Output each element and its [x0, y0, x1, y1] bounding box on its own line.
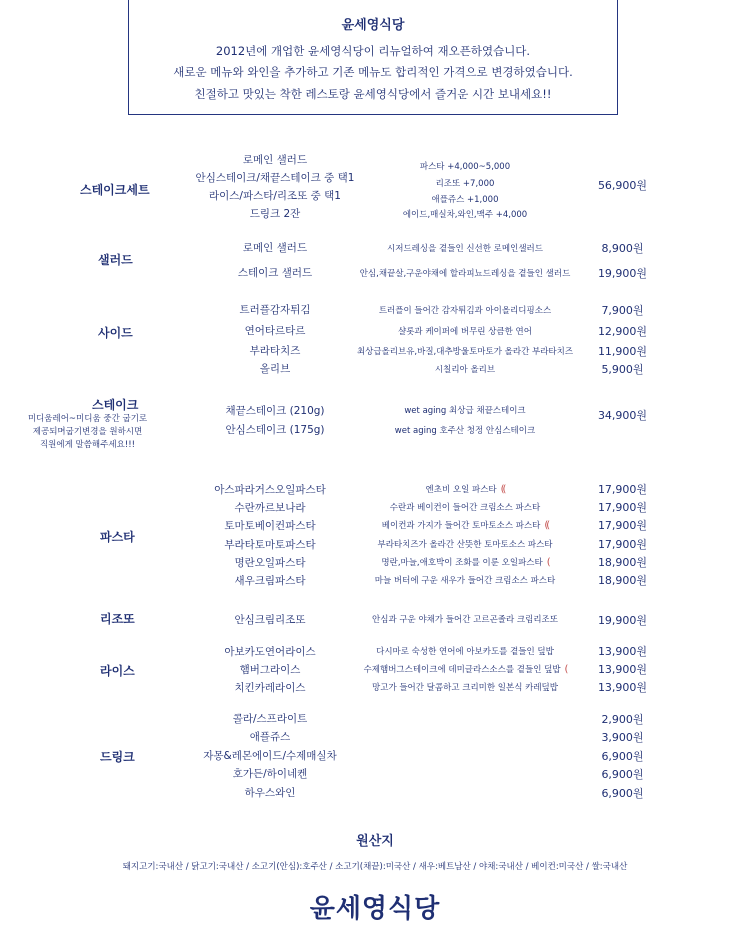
- category-side: 사이드: [98, 326, 133, 340]
- menu-item-desc: 안심과 구운 야채가 들어간 고르곤졸라 크림리조또: [372, 615, 558, 625]
- menu-item-desc: [340, 519, 590, 531]
- menu-item-price: 17,900원: [597, 501, 648, 514]
- menu-item-price: 8,900원: [601, 242, 644, 255]
- steak-note-line: 직원에게 말씀해주세요!!!: [39, 440, 136, 450]
- set-option: 에이드,매실차,와인,맥주 +4,000: [402, 210, 528, 220]
- menu-item-name: 햄버그라이스: [239, 664, 301, 676]
- category-pasta: 파스타: [100, 530, 135, 544]
- steak-note-line: 미디움레어~미디움 중간 굽기로: [27, 414, 148, 424]
- menu-item-desc: wet aging 최상급 채끝스테이크: [404, 406, 526, 416]
- set-price: 56,900원: [597, 179, 648, 192]
- menu-item-name: 새우크림파스타: [234, 575, 306, 587]
- menu-item-name: 아보카도연어라이스: [224, 646, 316, 658]
- menu-item-name: 로메인 샐러드: [242, 242, 308, 254]
- menu-item-name: 스테이크 샐러드: [237, 267, 313, 279]
- set-item: 안심스테이크/채끝스테이크 중 택1: [195, 172, 355, 184]
- menu-item-desc: 시칠리아 올리브: [434, 365, 496, 375]
- menu-item-price: 6,900원: [601, 787, 644, 800]
- menu-item-price: 7,900원: [601, 304, 644, 317]
- menu-item-price: 5,900원: [601, 363, 644, 376]
- chili-pepper-icon: (: [546, 557, 549, 568]
- menu-item-name: 안심크림리조또: [234, 614, 306, 626]
- menu-item-name: 아스파라거스오일파스타: [214, 484, 326, 496]
- menu-item-name: 토마토베이컨파스타: [224, 520, 316, 532]
- notice-line: 친절하고 맛있는 착한 레스토랑 윤세영식당에서 즐거운 시간 보내세요!!: [194, 87, 552, 101]
- set-option: 애플쥬스 +1,000: [431, 195, 499, 205]
- set-item: 로메인 샐러드: [242, 154, 308, 166]
- menu-item-name: 연어타르타르: [244, 325, 306, 337]
- desc-text: 수제햄버그스테이크에 데미글라스소스를 곁들인 덮밥: [363, 665, 561, 675]
- desc-text: 베이컨과 가지가 들어간 토마토소스 파스타: [381, 521, 541, 531]
- menu-item-price: 13,900원: [597, 681, 648, 694]
- menu-item-name: 부라타토마토파스타: [224, 539, 316, 551]
- menu-item-desc: 안심,채끝살,구운야채에 할라피뇨드레싱을 곁들인 샐러드: [359, 269, 571, 279]
- set-item: 드링크 2잔: [249, 208, 301, 220]
- menu-item-price: 6,900원: [601, 768, 644, 781]
- menu-item-price: 19,900원: [597, 267, 648, 280]
- menu-item-price: 3,900원: [601, 731, 644, 744]
- menu-item-desc: wet aging 호주산 청정 안심스테이크: [394, 426, 536, 436]
- menu-item-desc: [340, 681, 590, 693]
- menu-item-name: 콜라/스프라이트: [232, 713, 308, 725]
- category-steak: 스테이크: [92, 398, 139, 412]
- menu-item-name: 안심스테이크 (175g): [225, 424, 325, 436]
- menu-item-desc: [340, 574, 590, 586]
- set-option: 리조또 +7,000: [435, 179, 495, 189]
- menu-item-name: 하우스와인: [244, 787, 296, 799]
- desc-text: 엔초비 오일 파스타: [425, 485, 497, 495]
- menu-item-name: 자몽&레몬에이드/수제매실차: [203, 750, 337, 762]
- steak-note-line: 제공되며굽기변경을 원하시면: [32, 427, 143, 437]
- desc-text: 마늘 버터에 구운 새우가 들어간 크림소스 파스타: [374, 576, 556, 586]
- footer-logo: 윤세영식당: [309, 894, 441, 924]
- menu-item-price: 11,900원: [597, 345, 648, 358]
- steak-price: 34,900원: [597, 409, 648, 422]
- menu-item-price: 19,900원: [597, 614, 648, 627]
- menu-item-desc: 트러플이 들어간 감자튀김과 아이올리디핑소스: [378, 306, 552, 316]
- menu-item-desc: [340, 501, 590, 513]
- notice-box: [128, 0, 618, 115]
- category-drink: 드링크: [100, 750, 135, 764]
- menu-item-price: 18,900원: [597, 574, 648, 587]
- desc-text: 다시마로 숙성한 연어에 아보카도를 곁들인 덮밥: [376, 647, 554, 657]
- menu-item-desc: [340, 645, 590, 657]
- menu-item-desc: [340, 483, 590, 495]
- menu-item-desc: [340, 556, 590, 568]
- notice-title: 윤세영식당: [341, 18, 405, 33]
- menu-item-price: 13,900원: [597, 663, 648, 676]
- desc-text: 명란,마늘,애호박이 조화를 이룬 오일파스타: [381, 558, 543, 568]
- category-steak-set: 스테이크세트: [80, 183, 150, 197]
- origin-line: 돼지고기:국내산 / 닭고기:국내산 / 소고기(안심):호주산 / 소고기(채끝):미국산 / 새우:베트남산 / 야채:국내산 / 베이컨:미국산 / 쌀:국내산: [122, 862, 628, 872]
- menu-item-name: 올리브: [259, 363, 291, 375]
- menu-item-desc: 시저드레싱을 곁들인 신선한 로메인샐러드: [387, 244, 543, 254]
- menu-item-price: 6,900원: [601, 750, 644, 763]
- menu-item-price: 18,900원: [597, 556, 648, 569]
- menu-item-desc: 샬롯과 케이퍼에 버무린 상큼한 연어: [398, 327, 532, 337]
- notice-line: 2012년에 개업한 윤세영식당이 리뉴얼하여 재오픈하였습니다.: [215, 44, 531, 58]
- chili-pepper-icon: (: [564, 664, 567, 675]
- notice-line: 새로운 메뉴와 와인을 추가하고 기존 메뉴도 합리적인 가격으로 변경하였습니다.: [173, 65, 573, 79]
- menu-item-name: 치킨카레라이스: [234, 682, 306, 694]
- menu-item-desc: [340, 663, 590, 675]
- steak-note: [0, 413, 175, 452]
- category-risotto: 리조또: [100, 612, 135, 626]
- category-salad: 샐러드: [98, 253, 133, 267]
- menu-item-desc: 최상급올리브유,바질,대추방울토마토가 올라간 부라타치즈: [356, 347, 574, 357]
- menu-item-price: 13,900원: [597, 645, 648, 658]
- menu-item-name: 채끝스테이크 (210g): [225, 405, 325, 417]
- chili-pepper-icon: ((: [544, 520, 549, 531]
- menu-item-name: 트러플감자튀김: [239, 304, 311, 316]
- set-item: 라이스/파스타/리조또 중 택1: [208, 190, 341, 202]
- menu-item-name: 수란까르보나라: [234, 502, 306, 514]
- desc-text: 망고가 들어간 달콤하고 크리미한 일본식 카레덮밥: [372, 683, 558, 693]
- desc-text: 부라타치즈가 올라간 산뜻한 토마토소스 파스타: [377, 540, 553, 550]
- chili-pepper-icon: ((: [500, 484, 505, 495]
- menu-item-price: 12,900원: [597, 325, 648, 338]
- menu-item-desc: [340, 538, 590, 550]
- menu-item-price: 17,900원: [597, 483, 648, 496]
- category-rice: 라이스: [100, 664, 135, 678]
- menu-item-price: 17,900원: [597, 519, 648, 532]
- desc-text: 수란과 베이컨이 들어간 크림소스 파스타: [389, 503, 541, 513]
- menu-item-price: 2,900원: [601, 713, 644, 726]
- origin-title: 원산지: [356, 834, 394, 849]
- menu-item-name: 호가든/하이네켄: [232, 768, 308, 780]
- menu-item-name: 애플쥬스: [249, 731, 291, 743]
- menu-item-price: 17,900원: [597, 538, 648, 551]
- menu-item-name: 명란오일파스타: [234, 557, 306, 569]
- menu-item-name: 부라타치즈: [249, 345, 301, 357]
- set-option: 파스타 +4,000~5,000: [419, 162, 511, 172]
